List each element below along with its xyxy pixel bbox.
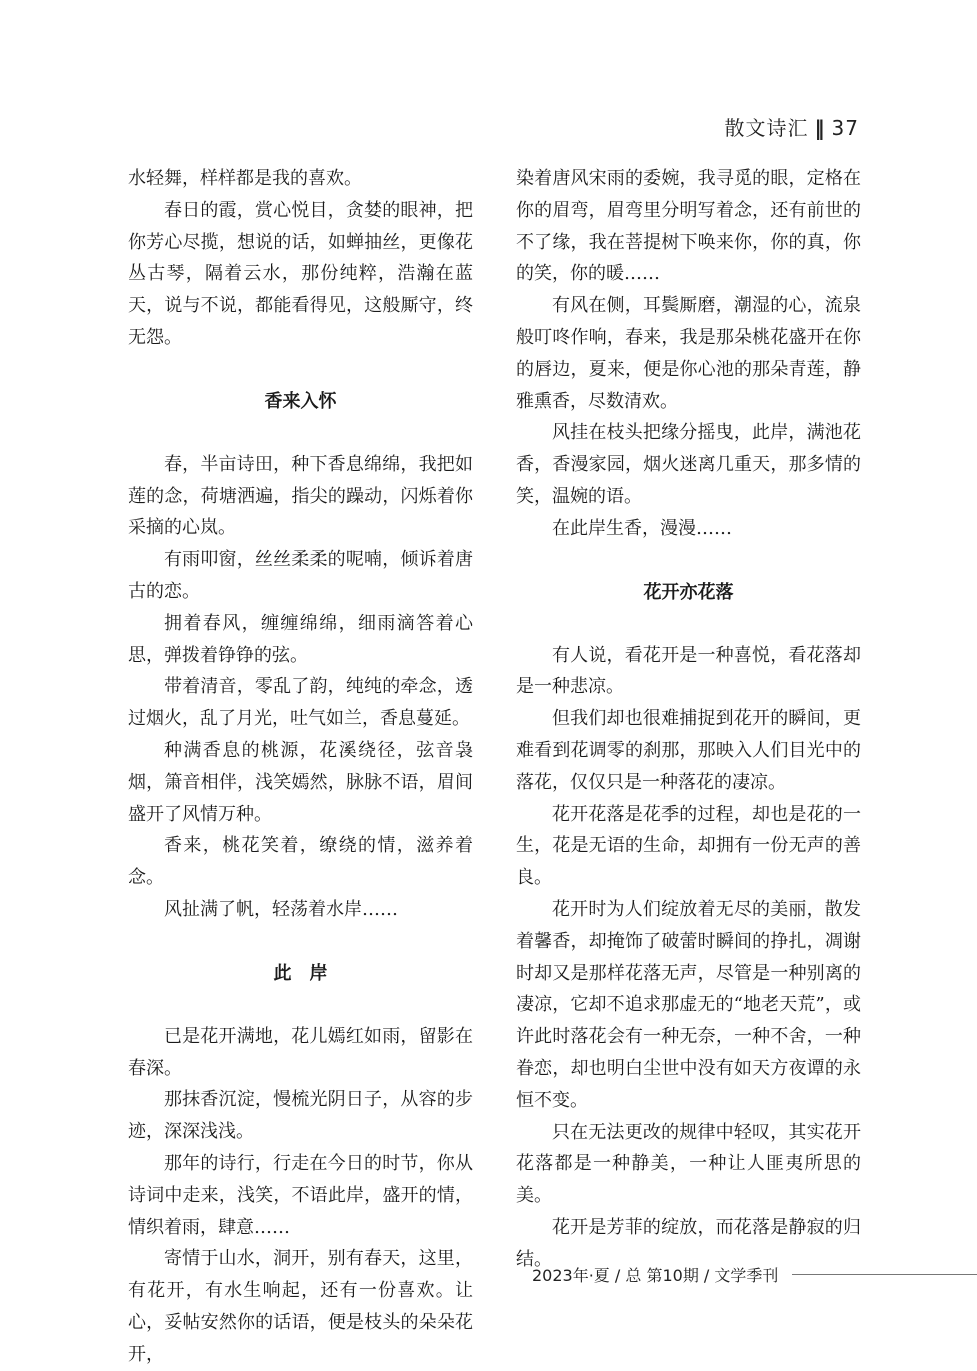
paragraph: 种满香息的桃源，花溪绕径，弦音袅烟，箫音相伴，浅笑嫣然，脉脉不语，眉间盛开了风情万种。 — [128, 739, 473, 825]
issue-info: 2023年·夏 / 总 第10期 / 文学季刊 — [532, 1266, 779, 1285]
paragraph: 拥着春风，缠缠绵绵，细雨滴答着心思，弹拨着铮铮的弦。 — [128, 612, 473, 666]
section-title: 散文诗汇 — [724, 116, 809, 140]
paragraph: 花开时为人们绽放着无尽的美丽，散发着馨香，却掩饰了破蕾时瞬间的挣扎，凋谢时却又是那样花落无声，尽管是一种别离的凄凉，它却不追求那虚无的“地老天荒”，或许此时落花会有一种无奈，一种不舍，一种眷恋，却也明白尘世中没有如天方夜谭的永恒不变。 — [516, 898, 861, 1111]
page-header — [725, 112, 859, 141]
paragraph: 带着清音，零乱了韵，纯纯的牵念，透过烟火，乱了月光，吐气如兰，香息蔓延。 — [128, 676, 473, 730]
right-column — [516, 163, 861, 1276]
paragraph: 花开花落是花季的过程，却也是花的一生，花是无语的生命，却拥有一份无声的善良。 — [516, 803, 861, 889]
paragraph: 水轻舞，样样都是我的喜欢。 — [128, 168, 362, 189]
header-divider: ‖ — [814, 116, 826, 140]
paragraph: 已是花开满地，花儿嫣红如雨，留影在春深。 — [128, 1025, 473, 1079]
paragraph: 花开是芳菲的绽放，而花落是静寂的归结。 — [516, 1216, 861, 1270]
paragraph: 但我们却也很难捕捉到花开的瞬间，更难看到花调零的刹那，那映入人们目光中的落花，仅仅只是一种落花的凄凉。 — [516, 708, 861, 793]
paragraph: 那抹香沉淀，慢梳光阴日子，从容的步迹，深深浅浅。 — [128, 1089, 473, 1143]
paragraph: 染着唐风宋雨的委婉，我寻觅的眼，定格在你的眉弯，眉弯里分明写着念，还有前世的不了缘，我在菩提树下唤来你，你的真，你的笑，你的暖…… — [516, 168, 861, 285]
paragraph: 风挂在枝头把缘分摇曳，此岸，满池花香，香漫家园，烟火迷离几重天，那多情的笑，温婉的语。 — [516, 422, 861, 507]
paragraph: 春日的霞，赏心悦目，贪婪的眼神，把你芳心尽揽，想说的话，如蝉抽丝，更像花丛古琴，隔着云水，那份纯粹，浩瀚在蓝天，说与不说，都能看得见，这般厮守，终无怨。 — [128, 199, 473, 348]
paragraph: 风扯满了帆，轻荡着水岸…… — [164, 898, 398, 920]
page-footer — [532, 1263, 977, 1286]
section-heading: 花开亦花落 — [643, 581, 734, 603]
paragraph: 在此岸生香，漫漫…… — [552, 517, 732, 539]
section-heading: 此 岸 — [273, 962, 328, 984]
left-column — [128, 163, 473, 1371]
paragraph: 有雨叩窗，丝丝柔柔的呢喃，倾诉着唐古的恋。 — [128, 549, 473, 602]
paragraph: 只在无法更改的规律中轻叹，其实花开花落都是一种静美，一种让人匪夷所思的美。 — [516, 1121, 861, 1207]
paragraph: 寄情于山水，洞开，别有春天，这里，有花开，有水生响起，还有一份喜欢。让心，妥帖安然你的话语，便是枝头的朵朵花开， — [128, 1248, 473, 1365]
footer-rule — [792, 1274, 977, 1275]
paragraph: 有风在侧，耳鬓厮磨，潮湿的心，流泉般叮咚作响，春来，我是那朵桃花盛开在你的唇边，夏来，便是你心池的那朵青莲，静雅熏香，尽数清欢。 — [516, 295, 861, 412]
paragraph: 香来，桃花笑着，缭绕的情，滋养着念。 — [128, 835, 473, 889]
paragraph: 那年的诗行，行走在今日的时节，你从诗词中走来，浅笑，不语此岸，盛开的情，情织着雨，肆意…… — [128, 1152, 473, 1238]
section-heading: 香来入怀 — [264, 390, 337, 412]
paragraph: 有人说，看花开是一种喜悦，看花落却是一种悲凉。 — [516, 644, 861, 698]
paragraph: 春，半亩诗田，种下香息绵绵，我把如莲的念，荷塘洒遍，指尖的躁动，闪烁着你采摘的心岚。 — [128, 453, 473, 539]
page-number: 37 — [831, 116, 859, 140]
